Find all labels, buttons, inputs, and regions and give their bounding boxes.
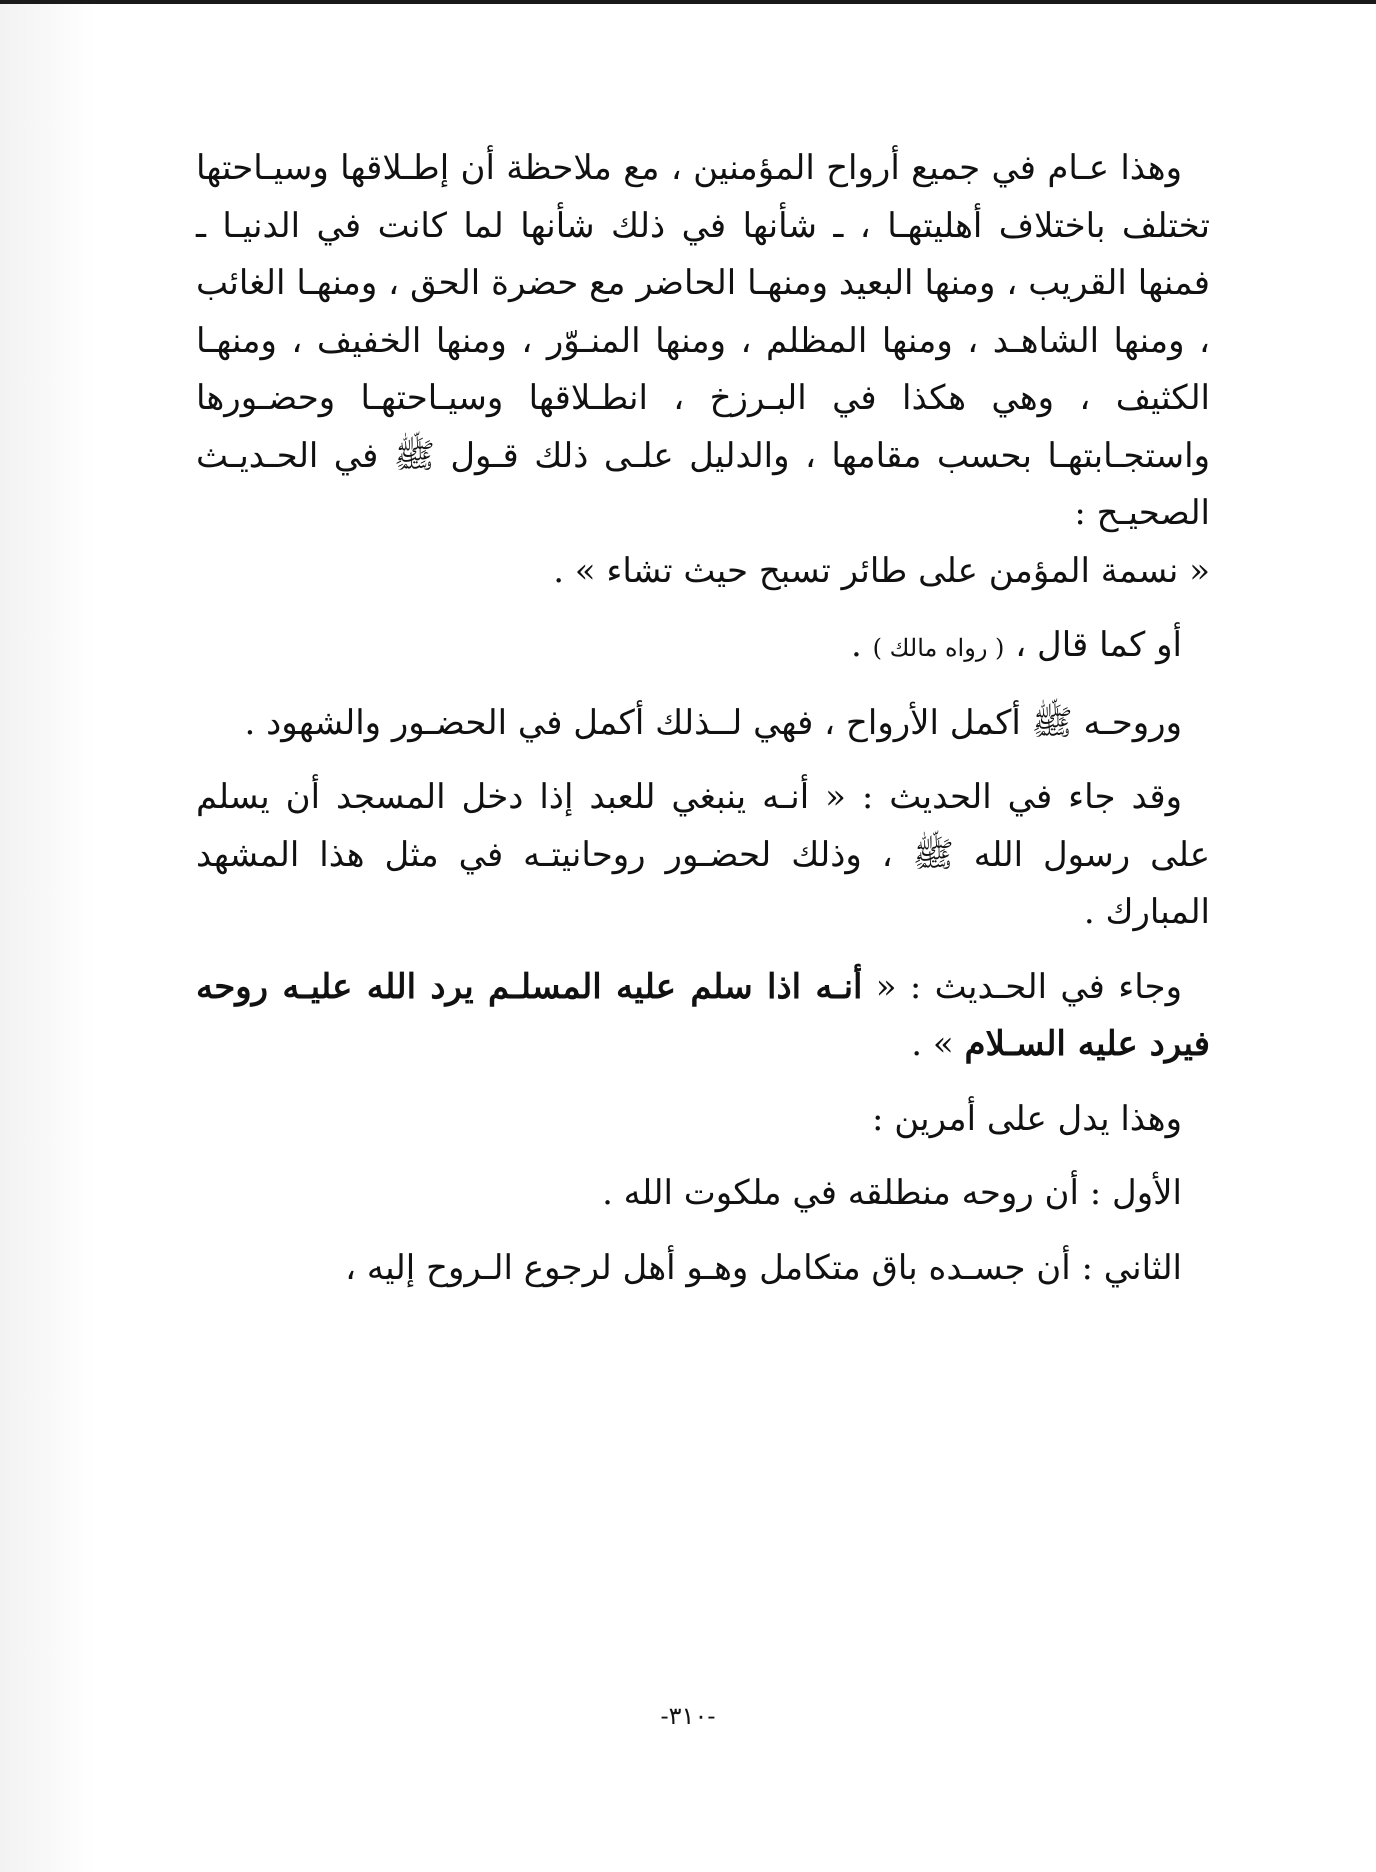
paragraph-end: . [851,625,873,665]
paragraph-mosque-greeting: وقد جاء في الحديث : « أنـه ينبغي للعبد إذا دخل المسجد أن يسلم على رسول الله ﷺ ، وذلك لحضـور روحانيتـه في مثل هذا المشهد المبارك . [196,777,1210,932]
page-number: -٣١٠- [660,1702,716,1730]
hadith-bold-text: أنـه اذا سلم عليه المسلـم يرد الله عليـه روحه فيرد عليه السـلام [196,966,1210,1064]
page-gutter-shadow [0,4,96,1872]
paragraph-end: » . [911,1024,965,1064]
paragraph-returning-greeting [196,959,1210,1074]
paragraph-souls-roaming [196,140,1210,600]
page-body-text [196,140,1210,1314]
paragraph-two-matters: وهذا يدل على أمرين : [872,1098,1182,1139]
paragraph-text: وهذا عـام في جميع أرواح المؤمنين ، مع ملاحظة أن إطـلاقها وسيـاحتها تختلف باختلاف أهليتهـا ، ـ شأنها في ذلك شأنها لما كانت في الدنيـا ـ فمنها القريب ، ومنها البعيد ومنهـا الحاضر مع حضرة الحق ، ومنهـا الغائب ، ومنها الشاهـد ، ومنها المظلم ، ومنها المنـوّر ، ومنها الخفيف ، ومنهـا الكثيف ، وهي هكذا في البـرزخ ، انطـلاقها وسيـاحتهـا وحضـورها واستجـابتهـا بحسب مقامها ، والدليل علـى ذلك قـول ﷺ في الحـديـث الصحيـح : [196,148,1210,533]
paragraph-second-matter: الثاني : أن جسـده باق متكامل وهـو أهل لرجوع الـروح إليه ، [345,1247,1182,1288]
paragraph-as-he-said [196,617,1210,678]
top-border-rule [0,0,1376,4]
paragraph-perfect-soul: وروحـه ﷺ أكمل الأرواح ، فهي لــذلك أكمل في الحضـور والشهود . [244,702,1182,743]
hadith-source: ( رواه مالك ) [872,634,1005,662]
paragraph-text: وجاء في الحـديث : « [862,966,1182,1007]
hadith-quote: « نسمة المؤمن على طائر تسبح حيث تشاء » . [553,550,1210,591]
paragraph-text: أو كما قال ، [1004,625,1182,665]
paragraph-first-matter: الأول : أن روحه منطلقه في ملكوت الله . [602,1173,1182,1213]
